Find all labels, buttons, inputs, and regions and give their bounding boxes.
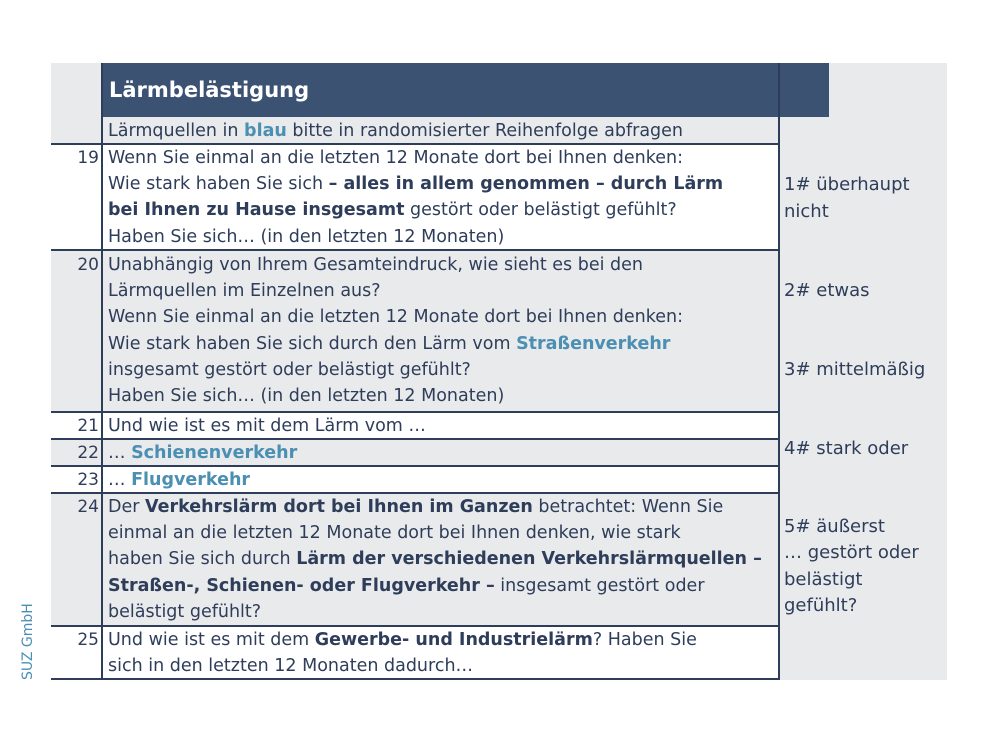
text-span: gestört oder belästigt gefühlt? — [404, 200, 677, 221]
question-number: 20 — [77, 255, 99, 275]
instruction-prefix: Lärmquellen in — [108, 121, 245, 141]
question-line — [108, 627, 778, 653]
answer-option: 3# mittelmäßig — [784, 359, 926, 381]
divider-left — [101, 63, 103, 680]
instruction-suffix: bitte in randomisierter Reihenfolge abfragen — [286, 121, 684, 141]
question-line — [108, 546, 778, 572]
answer-option: 1# überhaupt nicht — [784, 174, 910, 222]
bold-span: Lärm der verschiedenen Verkehrslärmquellen – — [296, 549, 762, 570]
bold-span: – alles in allem genommen – durch Lärm — [328, 174, 724, 195]
question-line: Lärmquellen im Einzelnen aus? — [108, 281, 381, 302]
question-line — [108, 197, 778, 223]
question-number: 25 — [77, 630, 99, 650]
question-line: belästigt gefühlt? — [108, 601, 262, 622]
text-span: Wie stark haben Sie sich durch den Lärm vom — [108, 333, 517, 354]
text-span: … — [108, 443, 132, 463]
divider-right — [778, 63, 780, 680]
question-line: insgesamt gestört oder belästigt gefühlt? — [108, 359, 471, 380]
question-line — [108, 331, 778, 357]
noise-source-highlight: Flugverkehr — [131, 470, 251, 490]
question-22-text — [108, 440, 778, 466]
answer-option: 5# äußerst … gestört oder belästigt gefühlt? — [784, 516, 919, 617]
question-line — [108, 573, 778, 599]
bold-span: Verkehrslärm dort bei Ihnen im Ganzen — [145, 497, 533, 517]
answer-option: 2# etwas — [784, 279, 870, 301]
text-span: betrachtet: Wenn Sie — [532, 497, 724, 517]
question-line — [108, 171, 778, 197]
answer-scale — [784, 146, 944, 646]
answer-option: 4# stark oder — [784, 437, 909, 459]
bold-span: Straßen-, Schienen- oder Flugverkehr – — [108, 575, 495, 596]
text-span: Der — [108, 497, 145, 517]
left-column-bg — [51, 63, 102, 144]
text-span: Und wie ist es mit dem — [108, 630, 315, 650]
question-line — [108, 494, 778, 520]
question-line: sich in den letzten 12 Monaten dadurch… — [108, 656, 474, 677]
noise-source-highlight: Straßenverkehr — [516, 333, 671, 354]
question-24-text — [108, 494, 778, 625]
question-number: 23 — [77, 470, 99, 490]
text-span: ? Haben Sie — [592, 630, 697, 650]
text-span: … — [108, 470, 132, 490]
section-title: Lärmbelästigung — [102, 63, 829, 117]
question-20-text — [108, 252, 778, 409]
questionnaire-table — [51, 63, 947, 680]
instruction-highlight: blau — [244, 121, 287, 141]
question-number: 24 — [77, 497, 99, 517]
noise-source-highlight: Schienenverkehr — [131, 443, 298, 463]
question-line: Unabhängig von Ihrem Gesamteindruck, wie sieht es bei den — [108, 255, 643, 275]
question-number: 21 — [77, 416, 99, 436]
instruction-text — [108, 118, 778, 144]
question-23-text — [108, 467, 778, 493]
question-line: Wenn Sie einmal an die letzten 12 Monate dort bei Ihnen denken: — [108, 148, 684, 168]
question-line: Haben Sie sich… (in den letzten 12 Monaten) — [108, 226, 505, 247]
question-19-text — [108, 145, 778, 250]
text-span: insgesamt gestört oder — [494, 575, 705, 596]
question-21-text: Und wie ist es mit dem Lärm vom … — [108, 416, 426, 436]
question-line: Haben Sie sich… (in den letzten 12 Monaten) — [108, 386, 505, 407]
bold-span: Gewerbe- und Industrielärm — [314, 630, 593, 650]
text-span: Wie stark haben Sie sich — [108, 174, 329, 195]
question-number: 22 — [77, 443, 99, 463]
question-line: Wenn Sie einmal an die letzten 12 Monate dort bei Ihnen denken: — [108, 307, 684, 328]
bold-span: bei Ihnen zu Hause insgesamt — [108, 200, 405, 221]
question-number: 19 — [77, 148, 99, 168]
text-span: haben Sie sich durch — [108, 549, 297, 570]
company-label: SUZ GmbH — [20, 603, 36, 680]
question-line: einmal an die letzten 12 Monate dort bei Ihnen denken, wie stark — [108, 523, 681, 544]
question-25-text — [108, 627, 778, 679]
